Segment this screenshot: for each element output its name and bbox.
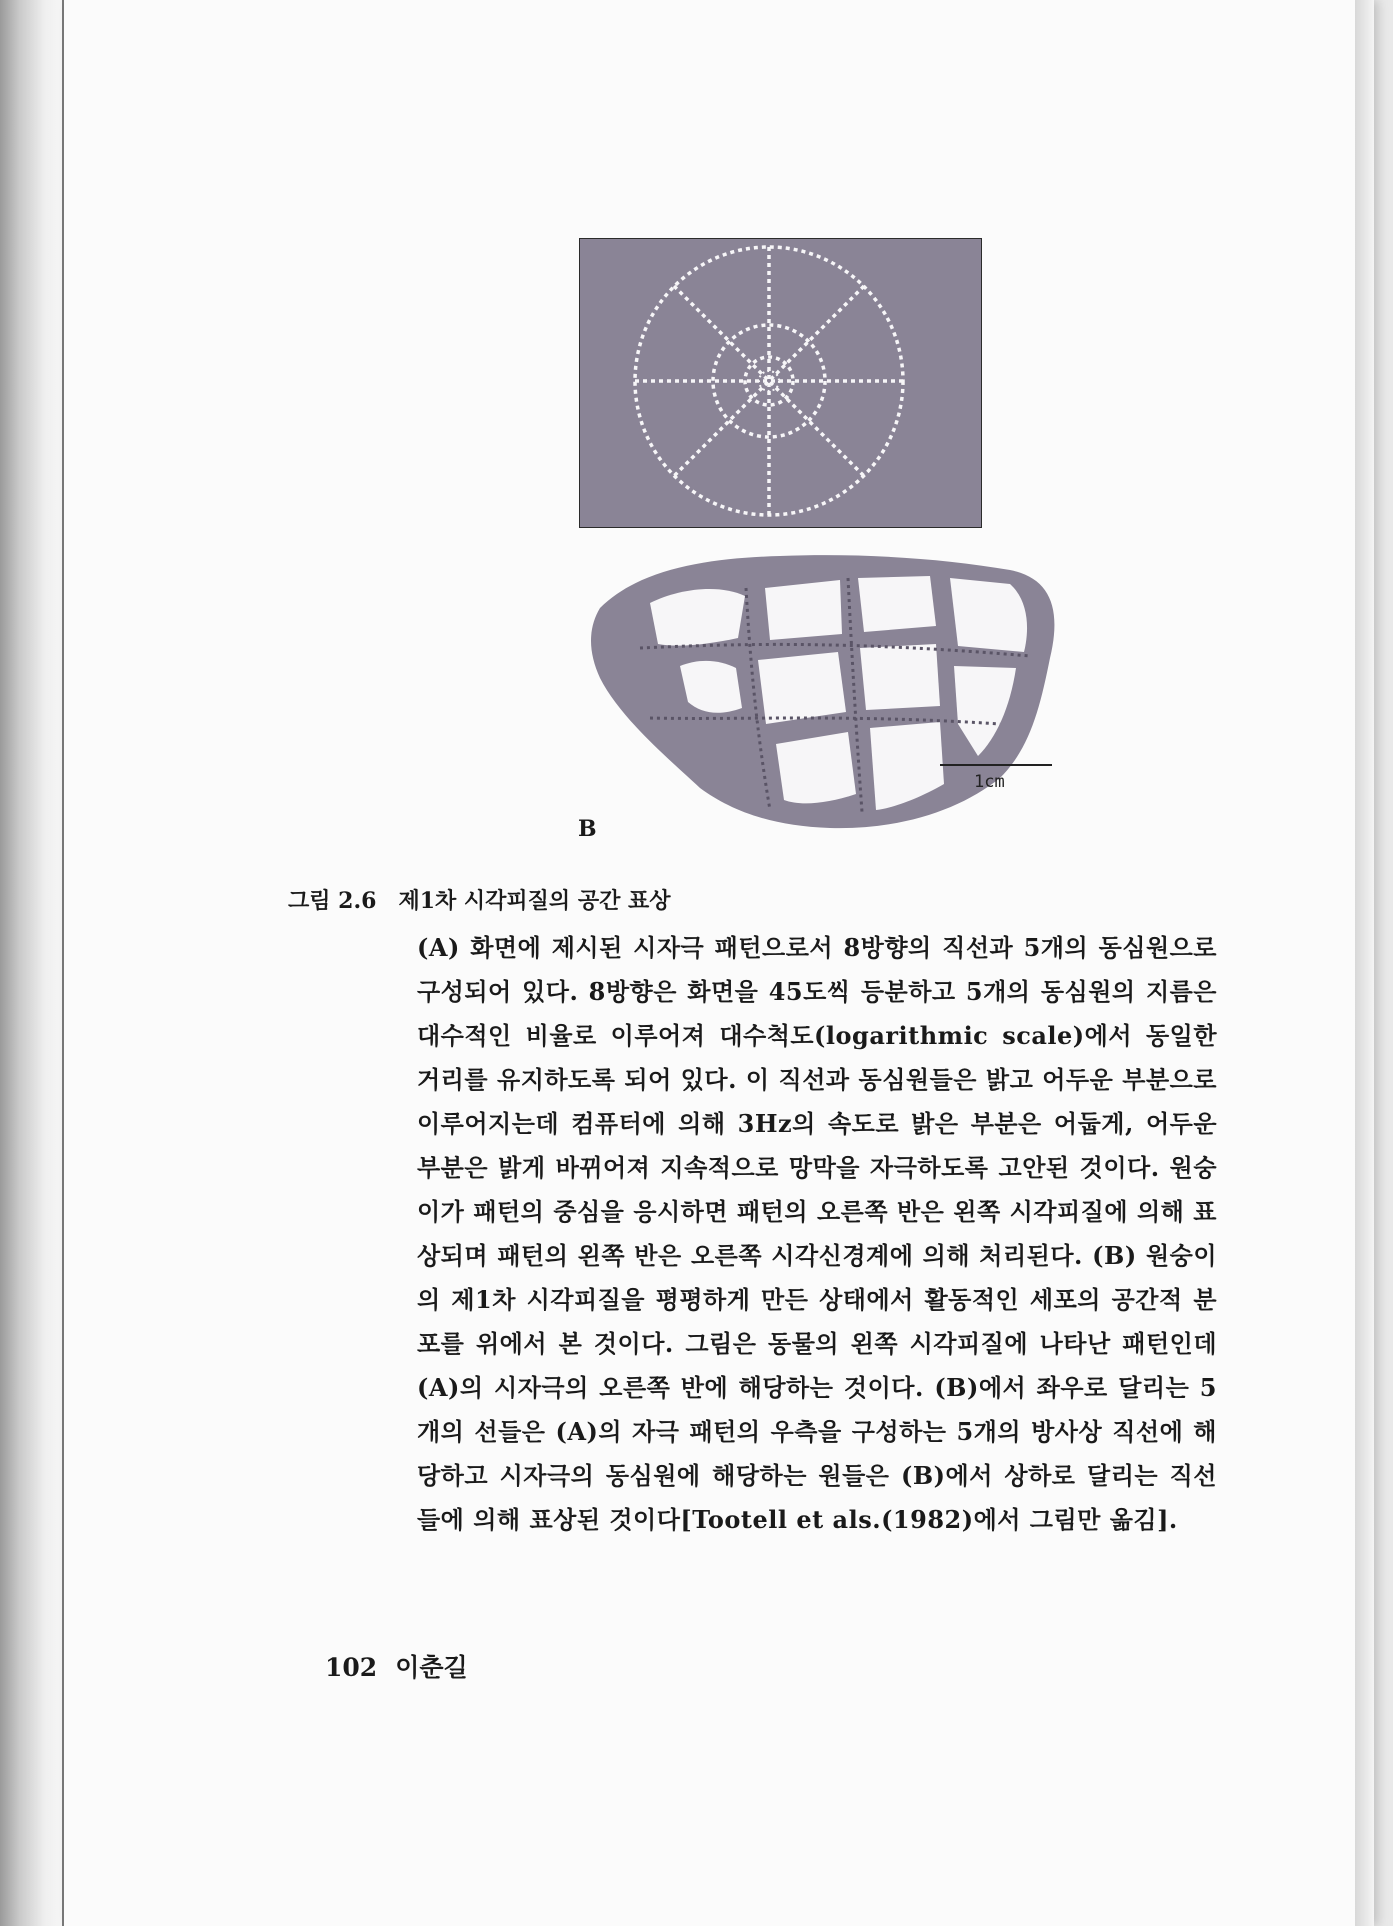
figure-caption-heading [288,884,671,915]
figure-caption-body: (A) 화면에 제시된 시자극 패턴으로서 8방향의 직선과 5개의 동심원으로 구성되어 있다. 8방향은 화면을 45도씩 등분하고 5개의 동심원의 지름은 대수적인 비율로 이루어져 대수척도(logarithmic scale)에서 동일한 거리를 유지하도록 되어 있다. 이 직선과 동심원들은 밝고 어두운 부분으로 이루어지는데 컴퓨터에 의해 3Hz의 속도로 밝은 부분은 어둡게, 어두운 부분은 밝게 바뀌어져 지속적으로 망막을 자극하도록 고안된 것이다. 원숭이가 패턴의 중심을 응시하면 패턴의 오른쪽 반은 왼쪽 시각피질에 의해 표상되며 패턴의 왼쪽 반은 오른쪽 시각신경계에 의해 처리된다. (B) 원숭이의 제1차 시각피질을 평평하게 만든 상태에서 활동적인 세포의 공간적 분포를 위에서 본 것이다. 그림은 동물의 왼쪽 시각피질에 나타난 패턴인데 (A)의 시자극의 오른쪽 반에 해당하는 것이다. (B)에서 좌우로 달리는 5개의 선들은 (A)의 자극 패턴의 우측을 구성하는 5개의 방사상 직선에 해당하고 시자극의 동심원에 해당하는 원들은 (B)에서 상하로 달리는 직선들에 의해 표상된 것이다[Tootell et als.(1982)에서 그림만 옮김]. [417,933,1217,1534]
figure-number: 그림 2.6 [288,888,377,914]
scale-bar-line [940,764,1052,766]
figure-a-stimulus-pattern [579,238,982,528]
panel-b-label: B [578,816,597,842]
book-spine-shadow [0,0,64,1926]
page-footer [325,1648,468,1684]
scale-bar [940,764,1056,792]
page-number: 102 [325,1653,378,1682]
figure-title: 제1차 시각피질의 공간 표상 [398,888,671,914]
running-author: 이춘길 [395,1653,468,1682]
scale-bar-label: 1cm [974,772,1005,792]
page-edge [1355,0,1374,1926]
